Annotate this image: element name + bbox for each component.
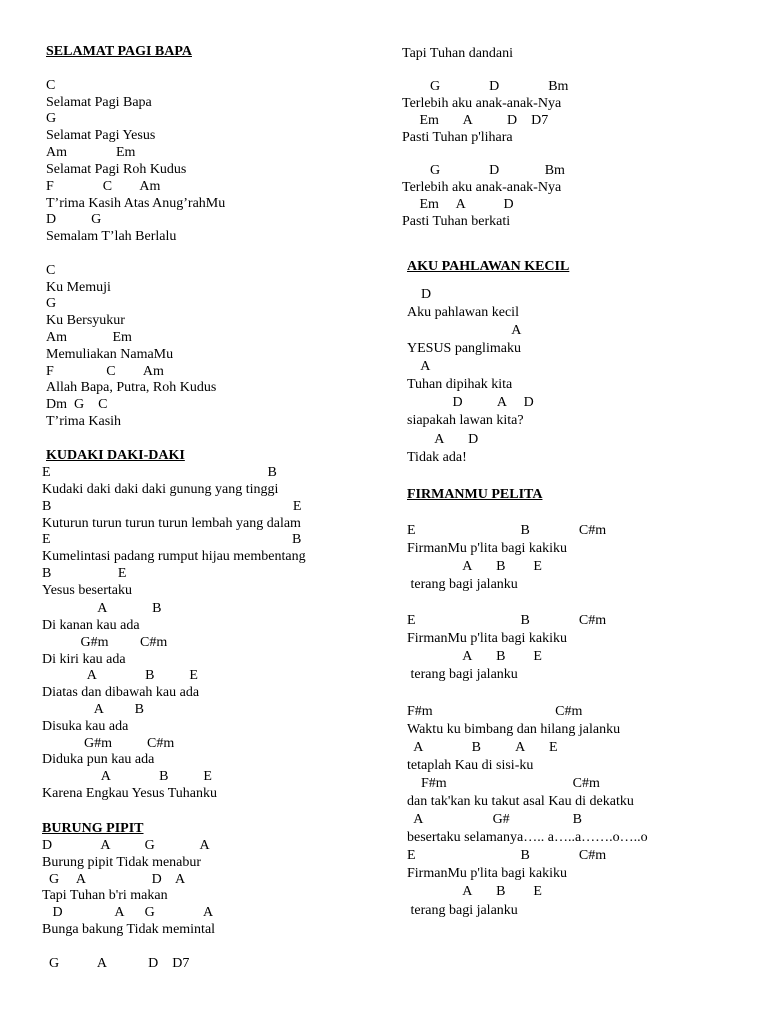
chord-line: F C Am (46, 179, 161, 194)
lyric-line: Bunga bakung Tidak memintal (42, 922, 216, 937)
chord-line: A B E (42, 668, 198, 683)
chord-line: A (407, 359, 431, 374)
chord-line: E B C#m (407, 613, 607, 628)
chord-line: E B C#m (407, 523, 607, 538)
chord-line: D A G A (42, 838, 210, 853)
chord-line: B E (42, 566, 127, 581)
chord-line: A D (407, 432, 479, 447)
chord-line: Am Em (46, 145, 136, 160)
chord-line: Em A D D7 (402, 113, 549, 128)
chord-line: G D Bm (402, 79, 569, 94)
lyric-line: Disuka kau ada (42, 719, 129, 734)
lyric-line: Waktu ku bimbang dan hilang jalanku (407, 722, 621, 737)
song-title-aku-pahlawan-kecil: AKU PAHLAWAN KECIL (407, 259, 570, 274)
lyric-line: Pasti Tuhan berkati (402, 214, 511, 229)
song-title-burung-pipit: BURUNG PIPIT (42, 821, 144, 836)
chord-line: E B (42, 465, 277, 480)
song-title-kudaki-daki-daki: KUDAKI DAKI-DAKI (46, 448, 185, 463)
chord-line: Am Em (46, 330, 132, 345)
lyric-line: Pasti Tuhan p'lihara (402, 130, 513, 145)
chord-line: G#m C#m (42, 736, 175, 751)
chord-line: Dm G C (46, 397, 108, 412)
chord-line: G A D D7 (42, 956, 190, 971)
lyric-line: terang bagi jalanku (407, 903, 518, 918)
lyric-line: Tuhan dipihak kita (407, 377, 513, 392)
chord-line: G (46, 111, 57, 126)
lyric-line: Di kiri kau ada (42, 652, 126, 667)
chord-line: A G# B (407, 812, 583, 827)
chord-line: F#m C#m (407, 776, 600, 791)
lyric-line: tetaplah Kau di sisi-ku (407, 758, 534, 773)
lyric-line: Terlebih aku anak-anak-Nya (402, 96, 562, 111)
lyric-line: Memuliakan NamaMu (46, 347, 174, 362)
chord-line: A B (42, 601, 162, 616)
lyric-line: Ku Bersyukur (46, 313, 125, 328)
lyric-line: Kumelintasi padang rumput hijau membentang (42, 549, 306, 564)
lyric-line: Kudaki daki daki daki gunung yang tinggi (42, 482, 279, 497)
chord-line: A B E (407, 649, 542, 664)
lyric-line: FirmanMu p'lita bagi kakiku (407, 631, 568, 646)
lyric-line: YESUS panglimaku (407, 341, 521, 356)
song-title-firmanmu-pelita: FIRMANMU PELITA (407, 487, 543, 502)
lyric-line: Semalam T’lah Berlalu (46, 229, 177, 244)
lyric-line: siapakah lawan kita? (407, 413, 524, 428)
chord-line: A B E (407, 559, 542, 574)
chord-line: A B E (407, 884, 542, 899)
lyric-line: Burung pipit Tidak menabur (42, 855, 202, 870)
lyric-line: T’rima Kasih Atas Anug’rahMu (46, 196, 226, 211)
lyric-line: Selamat Pagi Yesus (46, 128, 156, 143)
chord-line: D (407, 287, 432, 302)
lyric-line: Diduka pun kau ada (42, 752, 155, 767)
lyric-line: dan tak'kan ku takut asal Kau di dekatku (407, 794, 634, 809)
lyric-line: Karena Engkau Yesus Tuhanku (42, 786, 217, 801)
chord-line: D G (46, 212, 102, 227)
lyric-line: terang bagi jalanku (407, 577, 518, 592)
chord-line: A B (42, 702, 144, 717)
chord-line: E B (42, 532, 302, 547)
chord-line: B E (42, 499, 302, 514)
lyric-line: Tidak ada! (407, 450, 467, 465)
lyric-line: Selamat Pagi Roh Kudus (46, 162, 187, 177)
lyric-line: Ku Memuji (46, 280, 111, 295)
lyric-line: Diatas dan dibawah kau ada (42, 685, 200, 700)
lyric-line: Kuturun turun turun turun lembah yang dalam (42, 516, 301, 531)
lyric-line: FirmanMu p'lita bagi kakiku (407, 866, 568, 881)
chord-line: A (407, 323, 522, 338)
chord-line: D A G A (42, 905, 214, 920)
chord-line: A B E (42, 769, 212, 784)
lyric-line: Selamat Pagi Bapa (46, 95, 152, 110)
song-title-selamat-pagi-bapa: SELAMAT PAGI BAPA (46, 44, 192, 59)
lyric-line: T’rima Kasih (46, 414, 122, 429)
chord-line: G#m C#m (42, 635, 168, 650)
chord-line: C (46, 78, 56, 93)
chord-line: D A D (407, 395, 534, 410)
lyric-line: Tapi Tuhan b'ri makan (42, 888, 168, 903)
lyric-line: Terlebih aku anak-anak-Nya (402, 180, 562, 195)
chord-line: G A D A (42, 872, 186, 887)
lyric-line: Allah Bapa, Putra, Roh Kudus (46, 380, 217, 395)
lyric-line: Aku pahlawan kecil (407, 305, 519, 320)
chord-line: G (46, 296, 57, 311)
chord-line: G D Bm (402, 163, 565, 178)
lyric-line: Tapi Tuhan dandani (402, 46, 514, 61)
chord-line: Em A D (402, 197, 514, 212)
chord-line: E B C#m (407, 848, 607, 863)
lyric-line: Di kanan kau ada (42, 618, 140, 633)
lyric-line: besertaku selamanya….. a…..a…….o…..o (407, 830, 648, 845)
chord-line: C (46, 263, 56, 278)
chord-line: F C Am (46, 364, 164, 379)
lyric-line: Yesus besertaku (42, 583, 132, 598)
lyric-line: terang bagi jalanku (407, 667, 518, 682)
chord-line: A B A E (407, 740, 558, 755)
lyric-line: FirmanMu p'lita bagi kakiku (407, 541, 568, 556)
chord-line: F#m C#m (407, 704, 583, 719)
